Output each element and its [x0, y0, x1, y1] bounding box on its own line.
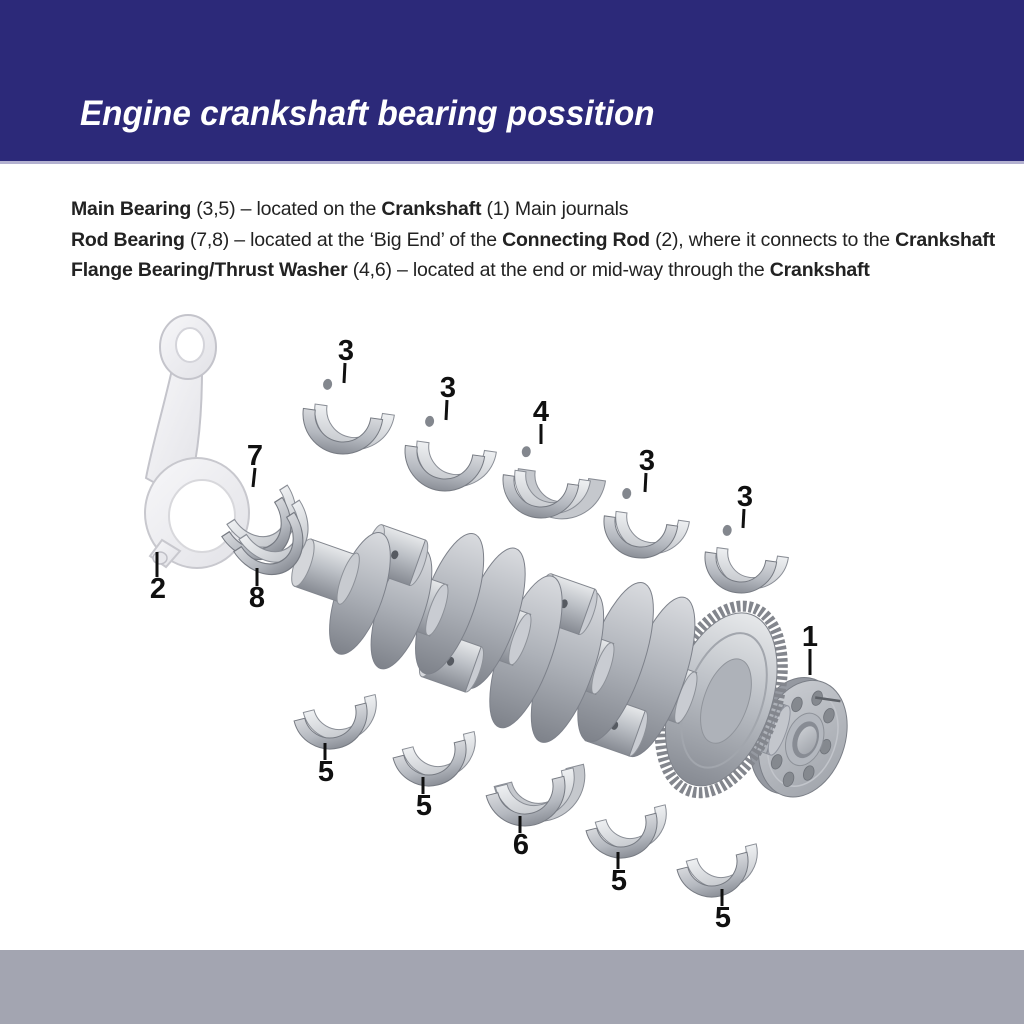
callout-label: 3: [439, 372, 457, 404]
callout-label: 8: [248, 582, 266, 614]
callout-label: 3: [337, 335, 355, 367]
callout-label: 7: [246, 440, 264, 472]
description-line: Main Bearing (3,5) – located on the Crankshaft (1) Main journals: [71, 198, 629, 220]
callout-label: 5: [610, 865, 628, 897]
description-line: Flange Bearing/Thrust Washer (4,6) – located at the end or mid-way through the Crankshaft: [71, 259, 870, 282]
callout-label: 5: [714, 902, 732, 934]
callout-label: 6: [512, 829, 530, 861]
description-block: [71, 194, 995, 286]
callout-label: 2: [149, 573, 167, 605]
footer-bar: [0, 950, 1024, 1024]
main-bearing-shell-5b: [392, 732, 485, 794]
callout-label: 1: [801, 621, 819, 653]
callout-label: 3: [736, 481, 754, 513]
page-title: Engine crankshaft bearing possition: [80, 94, 655, 133]
flange-bearing-shell-6: [484, 764, 594, 834]
connecting-rod-bolt: [153, 552, 167, 564]
main-bearing-shell-3a: [298, 376, 398, 461]
description-line: Rod Bearing (7,8) – located at the ‘Big End’ of the Connecting Rod (2), where it connects to the Crankshaft: [71, 228, 995, 251]
flange-bearing-shell-4: [498, 444, 609, 527]
callout-label: 5: [415, 790, 433, 822]
main-bearing-shell-5a: [293, 695, 386, 757]
main-bearing-shell-3d: [700, 522, 791, 599]
main-bearing-shell-5c: [585, 805, 676, 866]
callout-label: 3: [638, 445, 656, 477]
callout-label: 4: [532, 396, 550, 428]
header-banner: [0, 0, 1024, 164]
callout-label: 5: [317, 756, 335, 788]
main-bearing-shell-3c: [599, 485, 693, 564]
main-bearing-shell-3b: [400, 413, 500, 498]
